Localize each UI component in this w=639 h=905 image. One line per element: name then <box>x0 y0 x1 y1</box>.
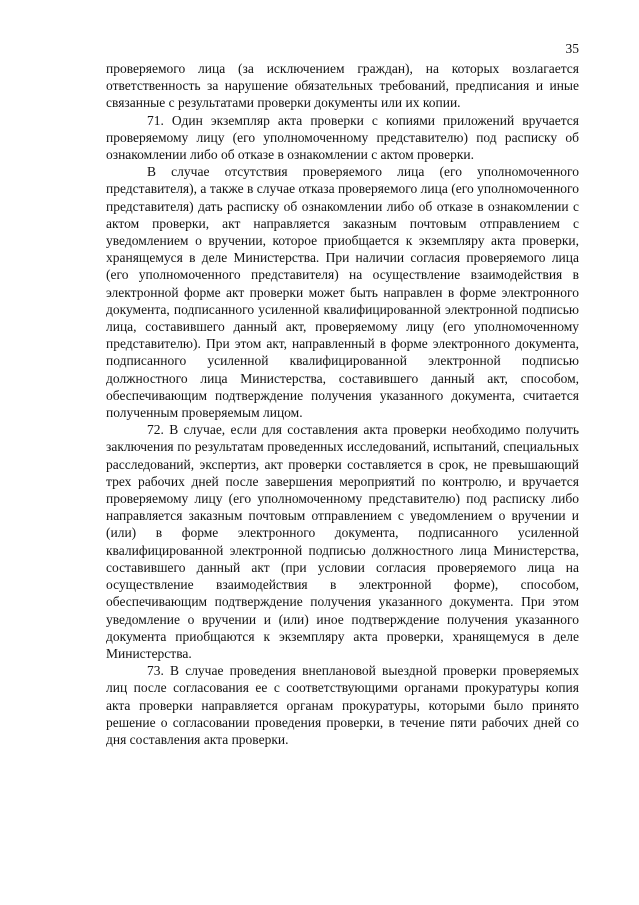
paragraph-71-absence: В случае отсутствия проверяемого лица (его уполномоченного представителя), а также в случае отказа проверяемого лица (его уполномоченного представителя) дать расписку об ознакомлении либо об отказе в ознакомлении с актом проверки, акт направляется заказным почтовым отправлением с уведомлением о вручении, которое приобщается к экземпляру акта проверки, хранящемуся в деле Министерства. При наличии согласия проверяемого лица (его уполномоченного представителя) на осуществление взаимодействия в электронной форме акт проверки может быть направлен в форме электронного документа, подписанного усиленной квалифицированной электронной подписью лица, составившего данный акт, проверяемому лицу (его уполномоченному представителю). При этом акт, направленный в форме электронного документа, подписанного усиленной квалифицированной электронной подписью должностного лица Министерства, составившего данный акт, способом, обеспечивающим подтверждение получения указанного документа, считается полученным проверяемым лицом. <box>106 164 579 421</box>
paragraph-71: 71. Один экземпляр акта проверки с копиями приложений вручается проверяемому лицу (его уполномоченному представителю) под расписку об ознакомлении либо об отказе в ознакомлении с актом проверки. <box>106 112 579 163</box>
page-number: 35 <box>565 41 579 56</box>
paragraph-72: 72. В случае, если для составления акта проверки необходимо получить заключения по результатам проведенных исследований, испытаний, специальных расследований, экспертиз, акт проверки составляется в срок, не превышающий трех рабочих дней после завершения мероприятий по контролю, и вручается проверяемому лицу (его уполномоченному представителю) под расписку либо направляется заказным почтовым отправлением с уведомлением о вручении и (или) в форме электронного документа, подписанного усиленной квалифицированной электронной подписью должностного лица Министерства, составившего данный акт (при условии согласия проверяемого лица на осуществление взаимодействия в электронной форме), способом, обеспечивающим подтверждение получения указанного документа. При этом уведомление о вручении и (или) иное подтверждение получения указанного документа приобщаются к экземпляру акта проверки, хранящемуся в деле Министерства. <box>106 422 579 661</box>
document-body <box>106 60 579 748</box>
paragraph-continuation: проверяемого лица (за исключением граждан), на которых возлагается ответственность за нарушение обязательных требований, предписания и иные связанные с результатами проверки документы или их копии. <box>106 61 579 111</box>
paragraph-73: 73. В случае проведения внеплановой выездной проверки проверяемых лиц после согласования ее с соответствующими органами прокуратуры копия акта проверки направляется органам прокуратуры, которыми было принято решение о согласовании проведения проверки, в течение пяти рабочих дней со дня составления акта проверки. <box>106 663 579 747</box>
